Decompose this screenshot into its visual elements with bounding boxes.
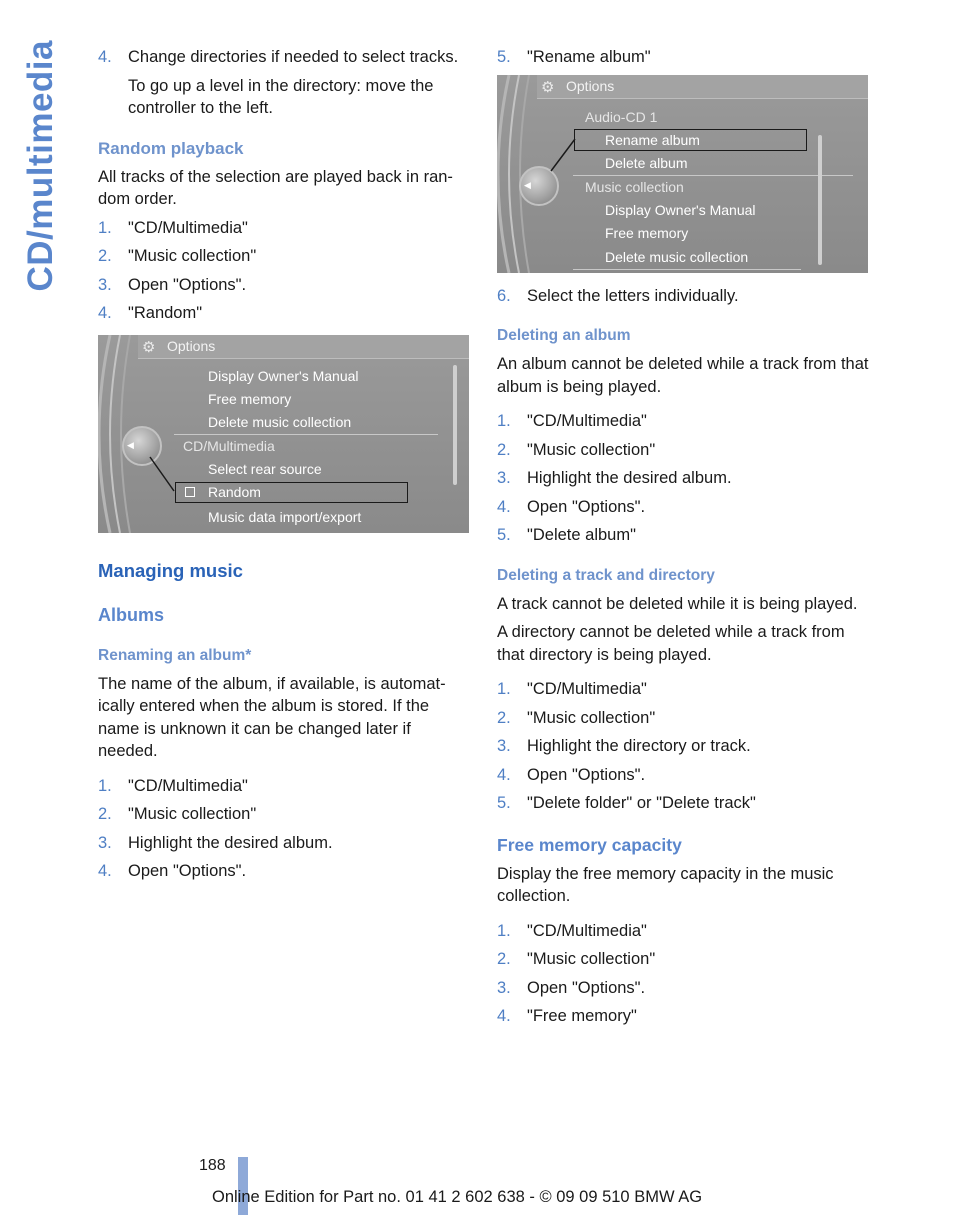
step-text: "Music collection": [128, 805, 257, 823]
step-number: 1.: [98, 776, 112, 795]
list-item: [98, 274, 470, 297]
menu-category-music-collection: Music collection: [585, 178, 684, 195]
list-item: [497, 467, 869, 490]
deleting-track-heading: Deleting a track and directory: [497, 566, 715, 584]
step-number: 3.: [497, 978, 511, 997]
step-number: 1.: [497, 412, 511, 430]
deleting-album-steps: [497, 410, 869, 547]
left-arrow-icon: ◀: [127, 439, 134, 450]
step-text: "Music collection": [527, 440, 656, 459]
step-number: 2.: [98, 805, 112, 823]
scrollbar[interactable]: [818, 135, 822, 265]
renaming-album-steps: [98, 775, 470, 883]
step-text: "CD/Multimedia": [527, 921, 647, 940]
renaming-album-intro: The name of the album, if available, is automat-ically entered when the album is stored. If the name is unknown it can be changed later if needed.: [98, 674, 446, 760]
list-item: [497, 439, 869, 462]
list-item: [497, 764, 869, 787]
step-number: 2.: [497, 440, 511, 459]
edition-footer: Online Edition for Part no. 01 41 2 602 638 - © 09 09 510 BMW AG: [212, 1188, 703, 1206]
menu-item-delete-music-collection[interactable]: Delete music collection: [208, 413, 352, 430]
scrollbar[interactable]: [453, 365, 457, 485]
list-item: [497, 977, 869, 1000]
step-number: 4.: [98, 862, 112, 880]
step-text: "CD/Multimedia": [527, 412, 647, 430]
step-text: "Free memory": [527, 1007, 637, 1025]
menu-category-audio-cd: Audio-CD 1: [585, 108, 658, 125]
step-text: "CD/Multimedia": [527, 680, 647, 698]
menu-item-delete-album[interactable]: Delete album: [605, 154, 688, 171]
list-item: [98, 217, 470, 240]
step-number: 6.: [497, 286, 511, 305]
menu-divider: [573, 175, 853, 176]
page-number: 188: [199, 1157, 226, 1174]
deleting-album-heading: Deleting an album: [497, 327, 631, 344]
free-memory-intro: Display the free memory capacity in the music collection.: [497, 864, 834, 905]
step-text: Change directories if needed to select tracks.: [128, 48, 459, 66]
random-playback-heading: Random playback: [98, 138, 244, 158]
step-number: 3.: [497, 737, 511, 755]
menu-divider: [573, 269, 801, 270]
settings-gear-icon: ⚙: [142, 338, 156, 356]
step-change-directories: [98, 46, 470, 69]
step-select-letters: [497, 285, 869, 308]
menu-category-cd-multimedia: CD/Multimedia: [183, 437, 275, 454]
pointer-line-graphic: [549, 137, 579, 173]
step-number: 1.: [497, 921, 511, 940]
step-number: 2.: [497, 708, 511, 727]
step-text: "CD/Multimedia": [128, 776, 248, 795]
step-number: 4.: [497, 765, 511, 784]
step-number: 3.: [98, 275, 112, 294]
step-text: Open "Options".: [128, 275, 247, 294]
random-playback-steps: [98, 217, 470, 325]
options-screen-random: [98, 335, 469, 533]
step-text: Highlight the directory or track.: [527, 737, 751, 755]
list-item: [497, 524, 869, 547]
selection-highlight-box: [175, 482, 408, 503]
deleting-track-paragraph-1: A track cannot be deleted while it is being played.: [497, 594, 858, 613]
step-text: Highlight the desired album.: [128, 833, 333, 852]
step-number: 2.: [98, 247, 112, 265]
list-item: [497, 496, 869, 519]
step-number: 5.: [497, 48, 511, 66]
step-number: 1.: [98, 218, 112, 237]
settings-gear-icon: ⚙: [541, 78, 555, 96]
directory-note: To go up a level in the directory: move the controller to the left.: [128, 76, 434, 117]
list-item: [497, 920, 869, 943]
menu-item-select-rear-source[interactable]: Select rear source: [208, 460, 322, 477]
left-column: [98, 46, 470, 889]
deleting-album-intro: An album cannot be deleted while a track from that album is being played.: [497, 355, 869, 396]
step-number: 5.: [497, 526, 511, 544]
free-memory-steps: [497, 920, 869, 1028]
step-text: "Music collection": [527, 950, 656, 968]
step-text: Open "Options".: [527, 978, 646, 997]
step-number: 3.: [497, 469, 511, 487]
menu-item-free-memory[interactable]: Free memory: [208, 390, 292, 407]
list-item: [98, 803, 470, 826]
deleting-track-steps: [497, 678, 869, 815]
step-text: Open "Options".: [527, 497, 646, 516]
step-number: 4.: [497, 497, 511, 516]
list-item: [98, 302, 470, 325]
step-text: "Delete album": [527, 526, 636, 544]
list-item: [497, 410, 869, 433]
step-number: 4.: [98, 48, 112, 66]
list-item: [497, 707, 869, 730]
list-item: [497, 948, 869, 971]
step-text: "Random": [128, 304, 203, 322]
chapter-side-tab: [14, 40, 66, 330]
step-number: 4.: [98, 304, 112, 322]
right-column: [497, 46, 869, 1034]
step-text: "Music collection": [527, 708, 656, 727]
step-number: 2.: [497, 950, 511, 968]
random-playback-intro: All tracks of the selection are played back in ran-dom order.: [98, 167, 453, 208]
list-item: [98, 775, 470, 798]
step-number: 5.: [497, 794, 511, 812]
step-text: Highlight the desired album.: [527, 469, 732, 487]
chapter-title: CD/multimedia: [20, 40, 60, 292]
options-title: Options: [167, 337, 216, 354]
step-rename-album: [497, 46, 869, 69]
deleting-track-paragraph-2: A directory cannot be deleted while a track from that directory is being played.: [497, 623, 845, 664]
options-header: [537, 75, 868, 99]
list-item: [98, 860, 470, 883]
step-text: Open "Options".: [128, 862, 247, 880]
free-memory-heading: Free memory capacity: [497, 834, 682, 855]
menu-item-free-memory[interactable]: Free memory: [605, 224, 689, 241]
step-number: 3.: [98, 833, 112, 852]
list-item: [497, 735, 869, 758]
pointer-line-graphic: [148, 455, 178, 495]
step-text: "Music collection": [128, 247, 257, 265]
menu-item-random[interactable]: Random: [208, 483, 261, 500]
albums-heading: Albums: [98, 604, 165, 625]
list-item: [98, 832, 470, 855]
menu-item-rename-album[interactable]: Rename album: [605, 131, 700, 148]
step-number: 4.: [497, 1007, 511, 1025]
menu-item-display-owners-manual[interactable]: Display Owner's Manual: [208, 367, 359, 384]
step-text: Select the letters individually.: [527, 286, 739, 305]
options-screen-rename: [497, 75, 868, 273]
step-text: "CD/Multimedia": [128, 218, 248, 237]
list-item: [98, 245, 470, 268]
menu-item-delete-music-collection[interactable]: Delete music collection: [605, 248, 749, 265]
list-item: [497, 1005, 869, 1028]
managing-music-heading: Managing music: [98, 559, 243, 581]
left-arrow-icon: ◀: [524, 179, 531, 190]
step-text: "Delete folder" or "Delete track": [527, 794, 756, 812]
menu-divider: [174, 434, 438, 435]
options-header: [138, 335, 469, 359]
step-text: "Rename album": [527, 48, 651, 66]
list-item: [497, 792, 869, 815]
renaming-album-heading: Renaming an album*: [98, 646, 252, 664]
step-text: Open "Options".: [527, 765, 646, 784]
step-number: 1.: [497, 680, 511, 698]
menu-item-music-data-import-export[interactable]: Music data import/export: [208, 508, 362, 525]
menu-item-display-owners-manual[interactable]: Display Owner's Manual: [605, 201, 756, 218]
options-title: Options: [566, 77, 615, 94]
list-item: [497, 678, 869, 701]
